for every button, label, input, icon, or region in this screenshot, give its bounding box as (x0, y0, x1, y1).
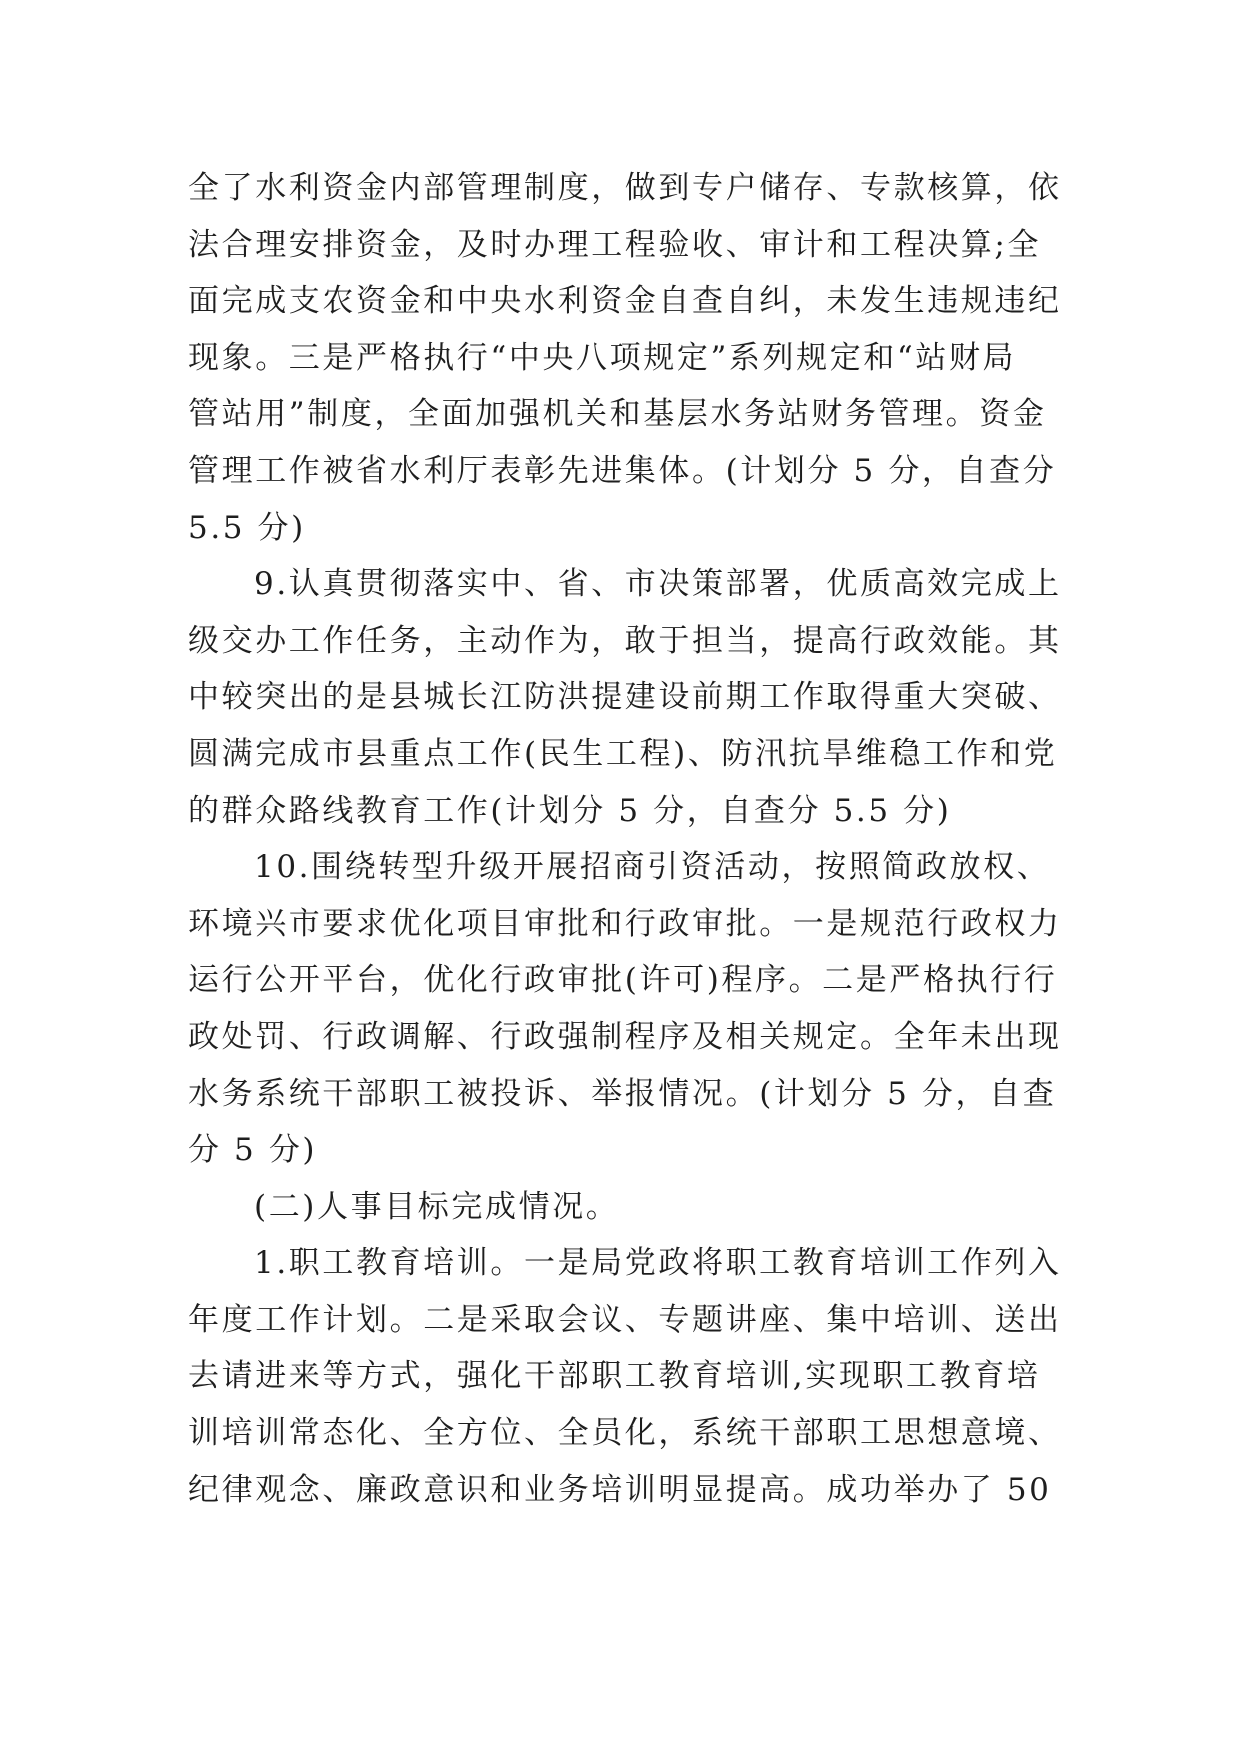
text-line: 法合理安排资金，及时办理工程验收、审计和工程决算;全 (188, 226, 1042, 263)
text-line: 圆满完成市县重点工作(民生工程)、防汛抗旱维稳工作和党 (188, 735, 1058, 772)
text-line: 运行公开平台，优化行政审批(许可)程序。二是严格执行行 (188, 962, 1058, 999)
text-line: 9.认真贯彻落实中、省、市决策部署，优质高效完成上 (254, 566, 1062, 603)
text-line: 管理工作被省水利厅表彰先进集体。(计划分 5 分，自查分 (188, 452, 1057, 489)
document-body (188, 160, 1068, 1518)
text-line: 分 5 分) (188, 1132, 318, 1169)
text-line: 1.职工教育培训。一是局党政将职工教育培训工作列入 (254, 1245, 1062, 1282)
paragraph-item-10 (188, 839, 1068, 1179)
paragraph-staff-training (188, 1235, 1068, 1518)
section-heading-personnel-goals (188, 1179, 1068, 1236)
text-line: (二)人事目标完成情况。 (254, 1188, 620, 1225)
text-line: 纪律观念、廉政意识和业务培训明显提高。成功举办了 50 (188, 1471, 1052, 1508)
text-line: 10.围绕转型升级开展招商引资活动，按照简政放权、 (254, 849, 1051, 886)
text-line: 的群众路线教育工作(计划分 5 分，自查分 5.5 分) (188, 792, 952, 829)
text-line: 级交办工作任务，主动作为，敢于担当，提高行政效能。其 (188, 622, 1062, 659)
text-line: 中较突出的是县城长江防洪提建设前期工作取得重大突破、 (188, 679, 1062, 716)
paragraph-item-9 (188, 556, 1068, 839)
text-line: 水务系统干部职工被投诉、举报情况。(计划分 5 分，自查 (188, 1075, 1057, 1112)
text-line: 年度工作计划。二是采取会议、专题讲座、集中培训、送出 (188, 1301, 1062, 1338)
text-line: 管站用”制度，全面加强机关和基层水务站财务管理。资金 (188, 396, 1047, 433)
text-line: 面完成支农资金和中央水利资金自查自纠，未发生违规违纪 (188, 283, 1062, 320)
text-line: 环境兴市要求优化项目审批和行政审批。一是规范行政权力 (188, 905, 1062, 942)
text-line: 政处罚、行政调解、行政强制程序及相关规定。全年未出现 (188, 1018, 1062, 1055)
text-line: 全了水利资金内部管理制度，做到专户储存、专款核算，依 (188, 170, 1062, 206)
text-line: 去请进来等方式，强化干部职工教育培训,实现职工教育培 (188, 1358, 1041, 1395)
text-line: 现象。三是严格执行“中央八项规定”系列规定和“站财局 (188, 339, 1017, 376)
paragraph-funds-management (188, 160, 1068, 556)
text-line: 训培训常态化、全方位、全员化，系统干部职工思想意境、 (188, 1415, 1062, 1452)
text-line: 5.5 分) (188, 509, 306, 546)
